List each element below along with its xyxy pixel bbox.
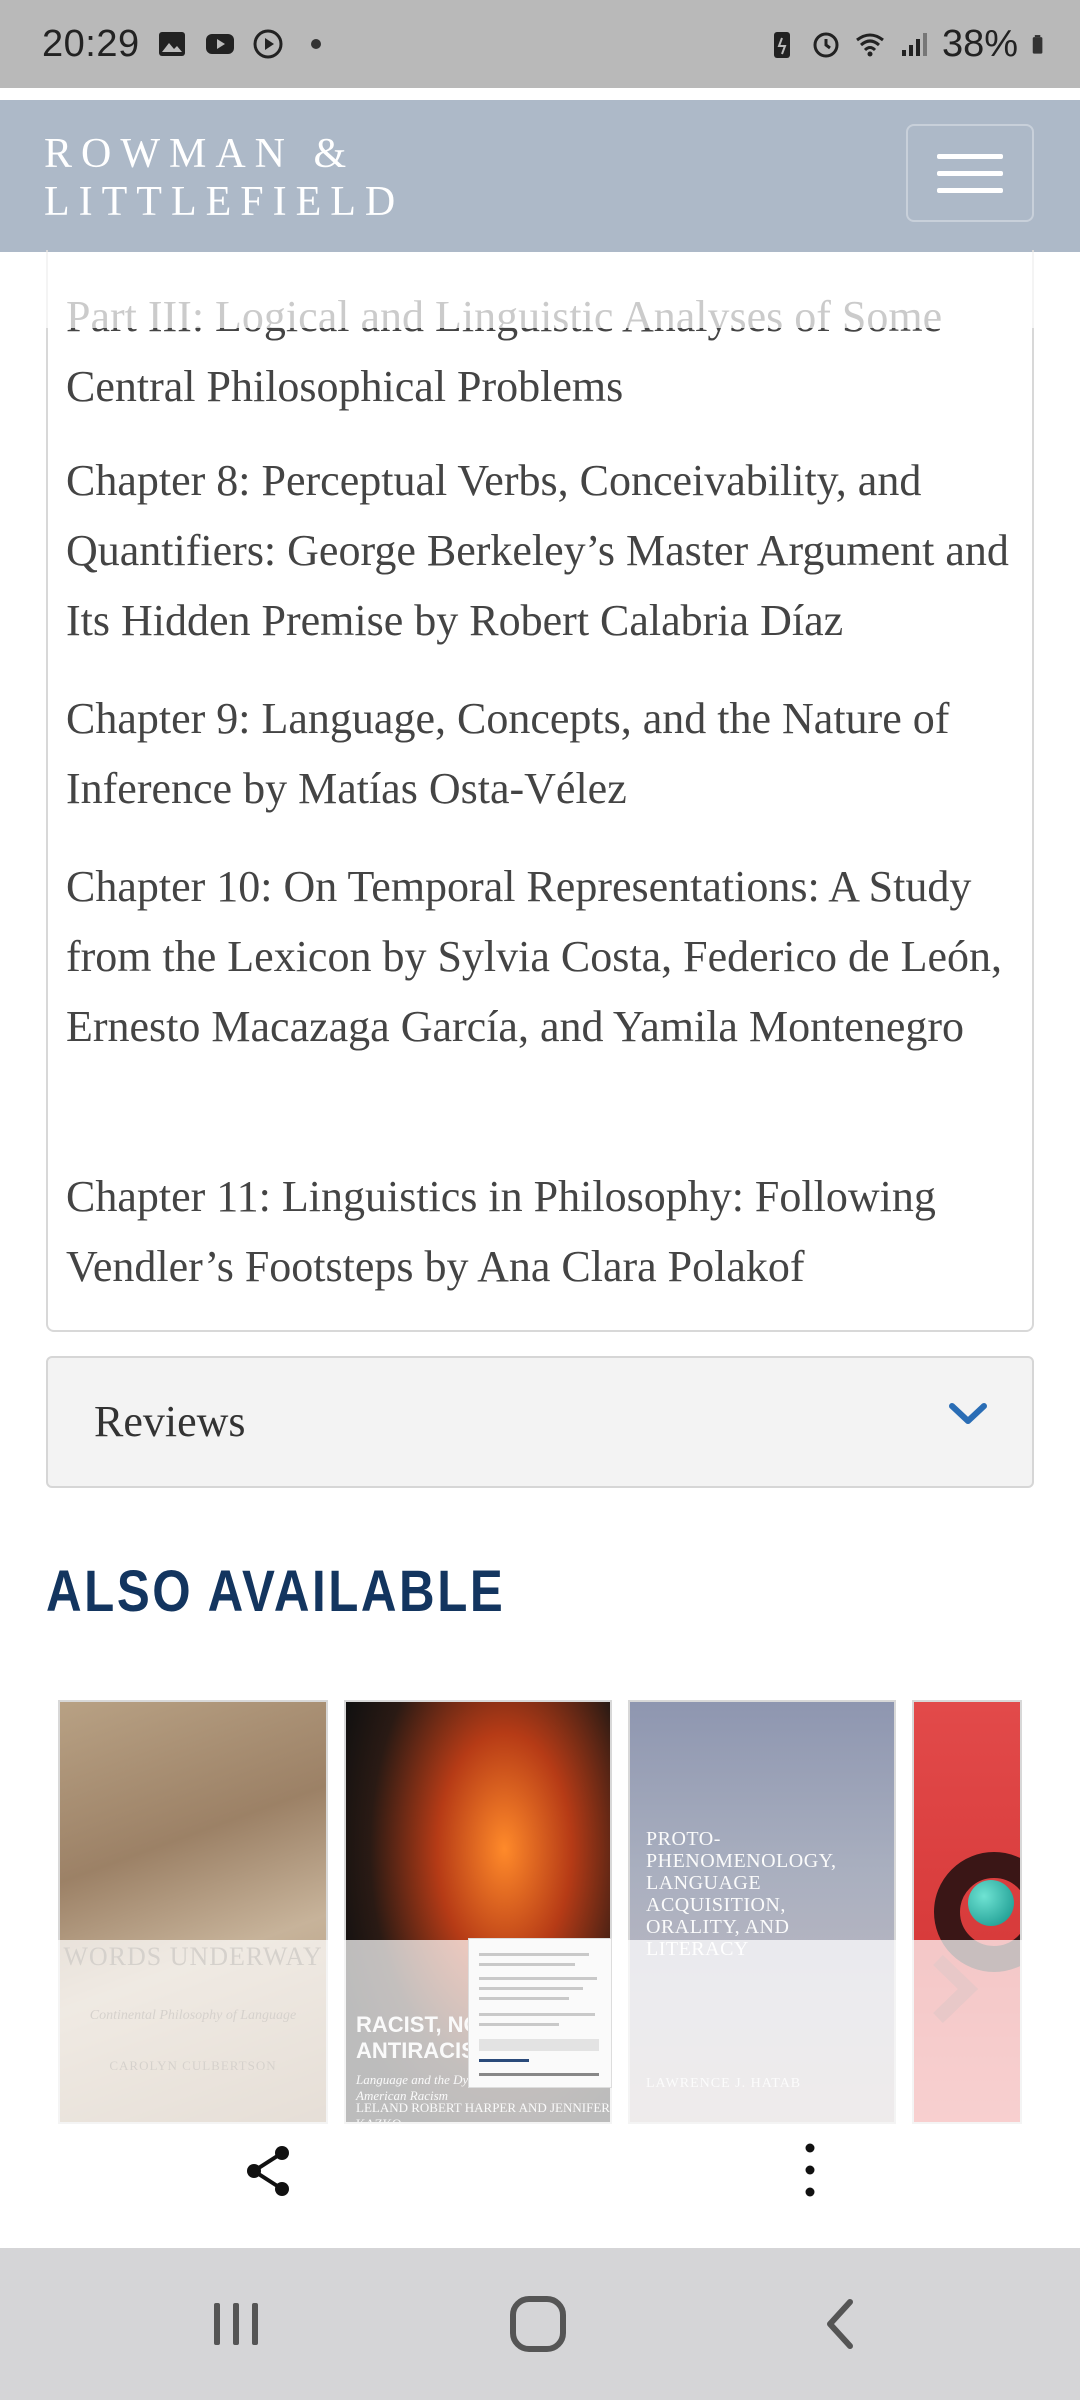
- also-available-heading: ALSO AVAILABLE: [46, 1559, 506, 1624]
- battery-percent: 38%: [941, 22, 1018, 65]
- dot-icon: [300, 28, 332, 60]
- site-logo[interactable]: [44, 130, 404, 226]
- logo-line1: ROWMAN &: [44, 131, 356, 177]
- status-time: 20:29: [42, 22, 140, 65]
- wifi-icon: [854, 28, 886, 60]
- battery-saver-icon: [766, 28, 798, 60]
- alarm-icon: [810, 28, 842, 60]
- status-bar: [0, 0, 1080, 88]
- book-title: PROTO-PHENOMENOLOGY, LANGUAGE ACQUISITION, ORALITY, AND: [646, 1828, 837, 1938]
- signal-icon: [898, 28, 930, 60]
- toc-item: Chapter 11: Linguistics in Philosophy: Following Vendler’s Footsteps by Ana Clara Polakof: [66, 1172, 936, 1291]
- toc-item: Chapter 9: Language, Concepts, and the Nature of Inference by Matías Osta-Vélez: [66, 694, 950, 813]
- page-thumbnail[interactable]: [468, 1938, 612, 2088]
- recent-apps-icon[interactable]: [176, 2248, 296, 2400]
- more-vertical-icon[interactable]: [798, 2140, 822, 2200]
- site-header: [0, 100, 1080, 252]
- share-icon[interactable]: [244, 2144, 292, 2198]
- play-store-icon: [252, 28, 284, 60]
- hamburger-menu-icon[interactable]: [906, 124, 1034, 222]
- scroll-fade: [0, 252, 1080, 328]
- toc-item: Chapter 10: On Temporal Representations: A Study from the Lexicon by Sylvia Costa, Federico de León, Ernesto Macazaga García, and Yamila Montenegro: [66, 862, 1002, 1051]
- navigation-bar: [0, 2248, 1080, 2400]
- cover-art: [968, 1880, 1014, 1926]
- battery-icon: [1030, 28, 1052, 60]
- reviews-accordion[interactable]: [46, 1356, 1034, 1488]
- status-right: [766, 0, 1052, 88]
- youtube-icon: [204, 28, 236, 60]
- back-icon[interactable]: [780, 2248, 900, 2400]
- chevron-down-icon: [948, 1402, 988, 1426]
- logo-line2: LITTLEFIELD: [44, 179, 405, 225]
- home-icon[interactable]: [478, 2248, 598, 2400]
- gallery-icon: [156, 28, 188, 60]
- toc-item: Central Philosophical Problems: [66, 362, 624, 411]
- toc-item: Chapter 8: Perceptual Verbs, Conceivability, and Quantifiers: George Berkeley’s Master Argument and Its Hidden Premise by Robert Calabria Díaz: [66, 456, 1009, 645]
- status-left: [42, 0, 332, 88]
- reviews-label: Reviews: [94, 1397, 246, 1446]
- chevron-right-icon[interactable]: [920, 1954, 990, 2024]
